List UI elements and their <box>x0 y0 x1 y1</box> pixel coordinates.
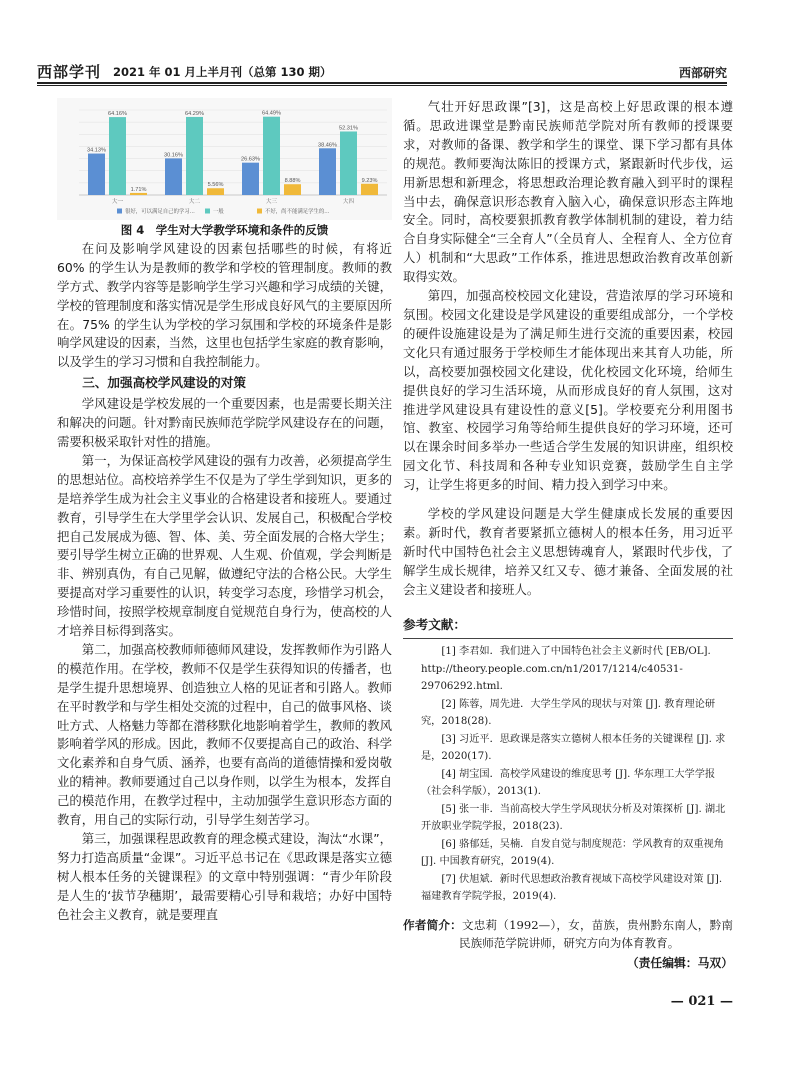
chart-bar <box>319 148 336 195</box>
chart-bar <box>242 163 259 195</box>
chart-legend-swatch <box>117 209 122 214</box>
responsible-editor: （责任编辑：马双） <box>626 955 733 970</box>
chart-value-label: 64.49% <box>262 110 281 117</box>
chart-legend-label: 不好，尚不能满足学生的... <box>265 209 330 215</box>
chart-bar <box>340 131 357 195</box>
reference-item: [2] 陈蓉，周先进．大学生学风的现状与对策 [J]. 教育理论研究，2018(28). <box>421 698 716 728</box>
paragraph: 第一，为保证高校学风建设的强有力改善，必须提高学生的思想站位。高校培养学生不仅是为了学生学到知识，更多的是培养学生成为社会主义事业的合格建设者和接班人。要通过教育，引导学生在大学里学会认识、发展自己，积极配合学校把自己发展成为德、智、体、美、劳全面发展的合格大学生；要引导学生树立正确的世界观、人生观、价值观，学会判断是非、辨别真伪，有自己见解，做遵纪守法的合格公民。大学生要提高对学习重要性的认识，转变学习态度，珍惜学习机会，珍惜时间，按照学校规章制度自觉规范自身行为，使高校的人才培养目标得到落实。 <box>57 452 392 639</box>
paragraph: 第三，加强课程思政教育的理念模式建设，淘汰“水课”，努力打造高质量“金课”。习近平总书记在《思政课是落实立德树人根本任务的关键课程》的文章中特别强调：“青少年阶段是人生的‘拔节孕穗期’，最需要精心引导和栽培；办好中国特色社会主义教育，就是要理直 <box>57 831 393 922</box>
paragraph: 学风建设是学校发展的一个重要因素，也是需要长期关注和解决的问题。针对黔南民族师范学院学风建设存在的问题，需要积极采取针对性的措施。 <box>57 396 392 449</box>
chart-value-label: 9.23% <box>361 177 378 184</box>
chart-bar <box>165 158 182 195</box>
chart-bar <box>186 117 203 195</box>
paragraph: 气壮开好思政课”[3]，这是高校上好思政课的根本遵循。思政进课堂是黔南民族师范学院对所有教师的授课要求，对教师的备课、教学和学生的课堂、课下学习都有具体的规范。教师要淘汰陈旧的授课方式，紧跟新时代步伐，运用新思想和新理念，将思想政治理论教育融入到平时的课程当中去，确保意识形态教育入脑入心，确保意识形态主阵地安全。同时，高校要狠抓教育教学体制机制的建设，着力结合自身实际健全“三全育人”（全员育人、全程育人、全方位育人）机制和“大思政”工作体系，推进思想政治教育改革创新取得实效。 <box>403 99 733 285</box>
issue-info: 2021 年 01 月上半月刊（总第 130 期） <box>113 65 332 79</box>
page-number: — 021 — <box>670 993 733 1009</box>
figure-caption: 图 4 学生对大学教学环境和条件的反馈 <box>120 223 329 237</box>
chart-value-label: 38.46% <box>318 142 337 149</box>
right-column <box>403 98 733 1012</box>
page-header <box>37 58 727 84</box>
chart-value-label: 26.63% <box>241 156 260 163</box>
chart-value-label: 64.16% <box>108 111 127 118</box>
reference-item: [4] 胡宝国．高校学风建设的维度思考 [J]. 华东理工大学学报（社会科学版），2013(1). <box>421 768 716 798</box>
journal-logo: 西部学刊 <box>37 63 102 81</box>
chart-legend-swatch <box>257 209 262 214</box>
left-column <box>57 98 392 925</box>
section-heading: 三、加强高校学风建设的对策 <box>82 375 246 391</box>
reference-item: [1] 李君如．我们进入了中国特色社会主义新时代 [EB/OL]. http://theory.people.com.cn/n1/2017/1214/c40531-29706292.html. <box>421 646 711 693</box>
chart-legend-label: 一般 <box>213 209 224 215</box>
author-text: 文忠莉（1992—），女，苗族，贵州黔东南人，黔南民族师范学院讲师，研究方向为体育教育。 <box>459 917 733 951</box>
chart-value-label: 64.29% <box>185 110 204 117</box>
paragraph-gap <box>403 495 733 505</box>
chart-bar <box>207 188 224 195</box>
chart-legend-swatch <box>205 209 210 214</box>
chart-bar <box>263 117 280 195</box>
chart-value-label: 8.88% <box>284 178 301 185</box>
references-title: 参考文献： <box>403 616 466 632</box>
chart-legend-label: 很好，可以满足自己的学习... <box>125 209 195 215</box>
paragraph: 第二，加强高校教师师德师风建设，发挥教师作为引路人的模范作用。在学校，教师不仅是学生获得知识的传播者，也是学生提升思想境界、创造独立人格的见证者和引路人。教师在平时教学和与学生相处交流的过程中，自己的做事风格、谈吐方式、人格魅力等都在潜移默化地影响着学生，教师的教风影响着学风的形成。因此，教师不仅要提高自己的政治、科学文化素养和自身气质、涵养，也要有高尚的道德情操和爱岗敬业的精神。教师要通过自己以身作则，以学生为根本，发挥自己的模范作用，在教学过程中，主动加强学生意识形态方面的教育，用自己的实际行动，引导学生刻苦学习。 <box>57 641 392 828</box>
header-rule <box>37 82 727 84</box>
chart-category-label: 大一 <box>111 199 124 205</box>
paragraph: 在问及影响学风建设的因素包括哪些的时候，有将近 60% 的学生认为是教师的教学和学校的管理制度。教师的教学方式、教学内容等是影响学生学习兴趣和学习成绩的关键，学校的管理制度和落实情况是学生形成良好风气的主要原因所在。75% 的学生认为学校的学习氛围和学校的环境条件是影响学风建设的因素，当然，这里也包括学生家庭的教育影响，以及学生的学习习惯和自我控制能力。 <box>57 240 392 370</box>
chart-value-label: 30.16% <box>164 152 183 159</box>
references-rule <box>403 638 733 639</box>
chart-bar <box>361 184 378 195</box>
paragraph: 第四，加强高校校园文化建设，营造浓厚的学习环境和氛围。校园文化建设是学风建设的重要组成部分，一个学校的硬件设施建设是为了满足师生进行交流的重要因素，校园文化只有通过服务于学校师生才能体现出来其育人功能，所以，高校要加强校园文化建设，优化校园文化环境，给师生提供良好的学习生活环境，从而形成良好的育人氛围，这对推进学风建设具有建设性的意义[5]。学校要充分利用图书馆、教室、校园学习角等给师生提供良好的学习环境，还可以在课余时间多举办一些适合学生发展的知识讲座，组织校园文化节、科技周和各种专业知识竞赛，鼓励学生自主学习，让学生将更多的时间、精力投入到学习中来。 <box>403 288 733 493</box>
bar-chart <box>57 98 392 220</box>
paragraph-gap <box>403 600 733 610</box>
paragraph: 学校的学风建设问题是大学生健康成长发展的重要因素。新时代，教育者要紧抓立德树人的根本任务，用习近平新时代中国特色社会主义思想铸魂育人，紧跟时代步伐，了解学生成长规律，培养又红又专、德才兼备、全面发展的社会主义建设者和接班人。 <box>403 506 733 597</box>
chart-bar <box>284 184 301 195</box>
author-label: 作者简介： <box>403 917 462 932</box>
chart-value-label: 34.13% <box>87 147 106 154</box>
chart-bar <box>130 193 147 195</box>
reference-item: [7] 伏旭斌．新时代思想政治教育视域下高校学风建设对策 [J]. 福建教育学院学报，2019(4). <box>421 873 723 903</box>
reference-item: [3] 习近平．思政课是落实立德树人根本任务的关键课程 [J]. 求是，2020(17). <box>421 733 726 763</box>
chart-bar <box>109 117 126 195</box>
chart-category-label: 大三 <box>265 199 278 205</box>
section-title: 西部研究 <box>678 66 727 80</box>
header-rule-thin <box>37 85 727 86</box>
references-list <box>403 643 733 906</box>
reference-item: [6] 骆郁廷，吴楠．自发自觉与制度规范：学风教育的双重视角 [J]. 中国教育研究，2019(4). <box>421 838 724 868</box>
reference-item: [5] 张一非．当前高校大学生学风现状分析及对策探析 [J]. 湖北开放职业学院学报，2018(23). <box>421 803 726 833</box>
chart-bar <box>88 154 105 195</box>
chart-value-label: 1.71% <box>130 186 147 193</box>
figure-4 <box>57 98 392 220</box>
chart-value-label: 5.56% <box>207 182 224 189</box>
chart-category-label: 大二 <box>188 199 201 205</box>
author-bio <box>403 916 733 953</box>
chart-category-label: 大四 <box>342 199 355 205</box>
chart-value-label: 52.31% <box>339 125 358 132</box>
